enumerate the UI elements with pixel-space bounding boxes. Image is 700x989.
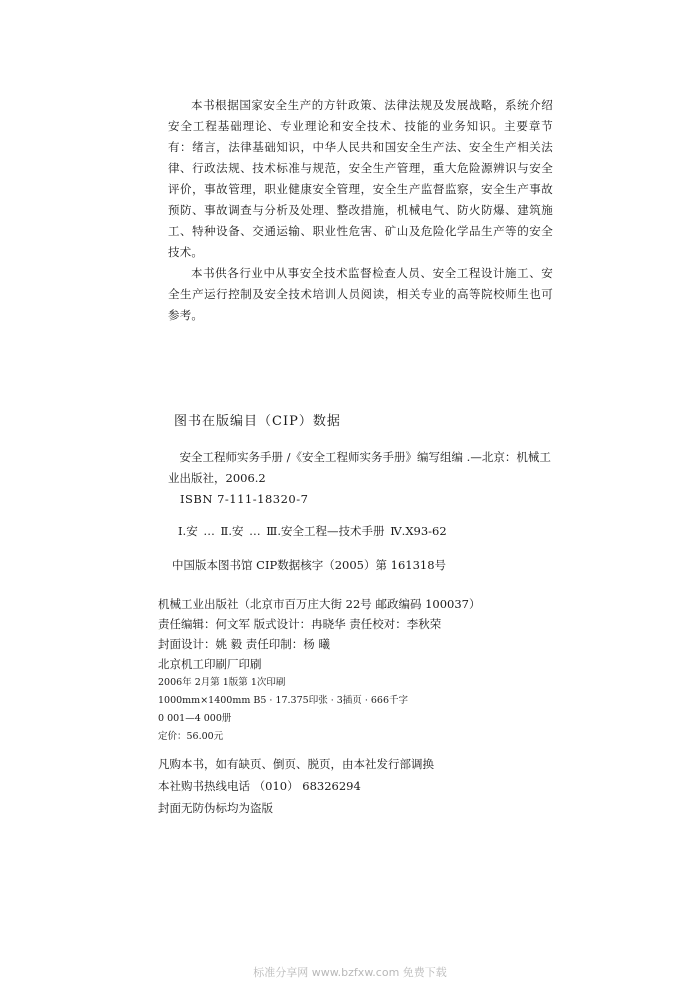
publisher-address: 机械工业出版社（北京市百万庄大街 22号 邮政编码 100037）	[158, 597, 481, 611]
cip-classification: Ⅰ.安 … Ⅱ.安 … Ⅲ.安全工程—技术手册 Ⅳ.X93-62	[178, 524, 447, 538]
format-line: 1000mm×1400mm B5 · 17.375印张 · 3插页 · 666千字	[158, 695, 408, 706]
site-watermark: 标准分享网 www.bzfxw.com 免费下载	[253, 966, 447, 979]
printer-line: 北京机工印刷厂印刷	[158, 657, 262, 671]
edition-line: 2006年 2月第 1版第 1次印刷	[158, 677, 286, 688]
cip-record	[168, 447, 558, 510]
cip-data-number: 中国版本图书馆 CIP数据核字（2005）第 161318号	[172, 558, 447, 572]
isbn: ISBN 7-111-18320-7	[180, 492, 309, 506]
cip-entry: 安全工程师实务手册 /《安全工程师实务手册》编写组编 .—北京：机械工业出版社，2006.2	[168, 450, 551, 485]
print-run-line: 0 001—4 000册	[158, 713, 232, 724]
defect-exchange-notice: 凡购本书，如有缺页、倒页、脱页，由本社发行部调换	[158, 757, 434, 771]
cip-heading: 图书在版编目（CIP）数据	[174, 414, 341, 429]
purchase-notice	[158, 753, 578, 819]
anti-piracy-notice: 封面无防伪标均为盗版	[158, 801, 273, 815]
editors-line: 责任编辑：何文军 版式设计：冉晓华 责任校对：李秋荣	[158, 617, 442, 631]
abstract-paragraph-2: 本书供各行业中从事安全技术监督检查人员、安全工程设计施工、安全生产运行控制及安全技术培训人员阅读，相关专业的高等院校师生也可参考。	[168, 266, 553, 322]
designers-line: 封面设计：姚 毅 责任印制：杨 曦	[158, 637, 330, 651]
publisher-info	[158, 594, 578, 746]
book-abstract	[168, 95, 553, 326]
price-line: 定价：56.00元	[158, 731, 224, 742]
abstract-paragraph-1: 本书根据国家安全生产的方针政策、法律法规及发展战略，系统介绍安全工程基础理论、专业理论和安全技术、技能的业务知识。主要章节有：绪言，法律基础知识，中华人民共和国安全生产法、安全生产相关法律、行政法规、技术标准与规范，安全生产管理，重大危险源辨识与安全评价，事故管理，职业健康安全管理，安全生产监督监察，安全生产事故预防、事故调查与分析及处理、整改措施，机械电气、防火防爆、建筑施工、特种设备、交通运输、职业性危害、矿山及危险化学品生产等的安全技术。	[168, 98, 553, 259]
hotline-notice: 本社购书热线电话 （010） 68326294	[158, 779, 361, 793]
